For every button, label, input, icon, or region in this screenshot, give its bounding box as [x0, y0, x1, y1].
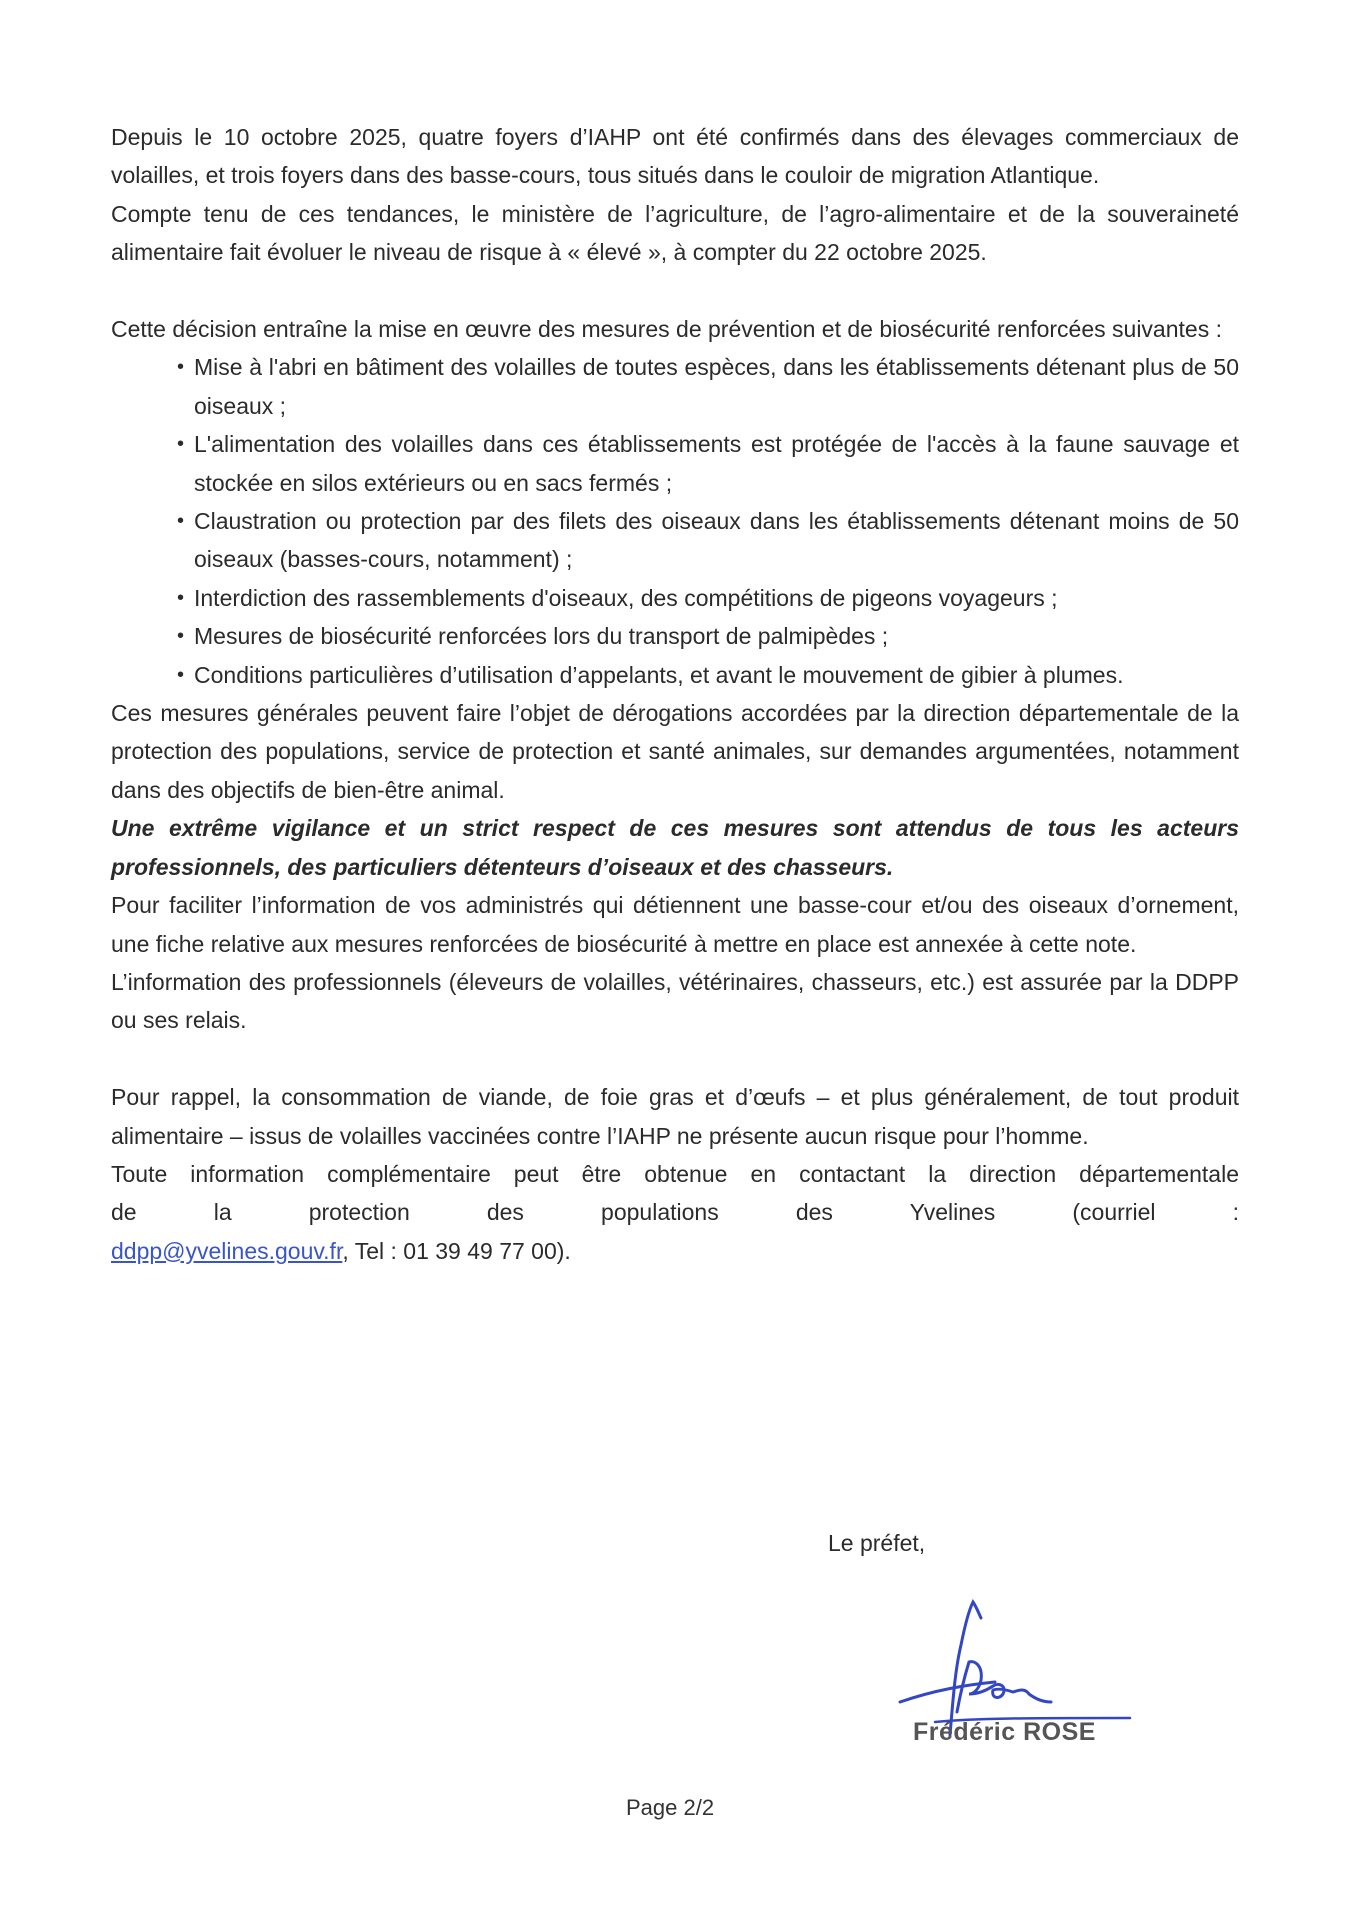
- contact-phone: , Tel : 01 39 49 77 00).: [342, 1237, 571, 1264]
- contact-line-2: de la protection des populations des Yvelines (courriel :: [111, 1199, 1239, 1226]
- intro-paragraph-1: Depuis le 10 octobre 2025, quatre foyers d’IAHP ont été confirmés dans des élevages commerciaux de volailles, et trois foyers dans des basse-cours, tous situés dans le couloir de migration Atlantique.: [111, 124, 1239, 189]
- measure-item: • Interdiction des rassemblements d'oiseaux, des compétitions de pigeons voyageurs ;: [177, 579, 1239, 617]
- vigilance-paragraph: Une extrême vigilance et un strict respect de ces mesures sont attendus de tous les acteurs professionnels, des particuliers détenteurs d’oiseaux et des chasseurs.: [111, 815, 1239, 880]
- measure-item: • Claustration ou protection par des filets des oiseaux dans les établissements détenant moins de 50 oiseaux (basses-cours, notamment) ;: [177, 502, 1239, 579]
- measure-item: • Mesures de biosécurité renforcées lors du transport de palmipèdes ;: [177, 617, 1239, 655]
- information-admin-paragraph: Pour faciliter l’information de vos administrés qui détiennent une basse-cour et/ou des oiseaux d’ornement, une fiche relative aux mesures renforcées de biosécurité à mettre en place est annexée à cette note.: [111, 892, 1239, 957]
- email-link[interactable]: ddpp@yvelines.gouv.fr: [111, 1237, 343, 1264]
- information-pro-paragraph: L’information des professionnels (éleveurs de volailles, vétérinaires, chasseurs, etc.) est assurée par la DDPP ou ses relais.: [111, 968, 1239, 1034]
- decision-intro: Cette décision entraîne la mise en œuvre des mesures de prévention et de biosécurité renforcées suivantes :: [111, 316, 1222, 343]
- measure-item: • L'alimentation des volailles dans ces établissements est protégée de l'accès à la faune sauvage et stockée en silos extérieurs ou en sacs fermés ;: [177, 425, 1239, 502]
- intro-paragraph-2: Compte tenu de ces tendances, le ministère de l’agriculture, de l’agro-alimentaire et de la souveraineté alimentaire fait évoluer le niveau de risque à « élevé », à compter du 22 octobre 2025.: [111, 200, 1239, 266]
- document-body: [111, 118, 1239, 1270]
- contact-line-3: [111, 1232, 1239, 1270]
- measure-item: • Mise à l'abri en bâtiment des volailles de toutes espèces, dans les établissements détenant plus de 50 oiseaux ;: [177, 348, 1239, 425]
- contact-line-1: Toute information complémentaire peut être obtenue en contactant la direction départementale: [111, 1160, 1239, 1187]
- spacer: [111, 272, 1239, 310]
- spacer: [111, 1040, 1239, 1078]
- signer-name: Frédéric ROSE: [913, 1718, 1096, 1746]
- page-number: Page 2/2: [626, 1795, 715, 1820]
- measures-list: [111, 348, 1239, 694]
- closing-salutation: Le préfet,: [828, 1530, 926, 1556]
- derogations-paragraph: Ces mesures générales peuvent faire l’objet de dérogations accordées par la direction départementale de la protection des populations, service de protection et santé animales, sur demandes argumentées, notamment dans des objectifs de bien-être animal.: [111, 700, 1239, 803]
- reminder-paragraph: Pour rappel, la consommation de viande, de foie gras et d’œufs – et plus généralement, de tout produit alimentaire – issus de volailles vaccinées contre l’IAHP ne présente aucun risque pour l’homme.: [111, 1084, 1239, 1149]
- measure-item: • Conditions particulières d’utilisation d’appelants, et avant le mouvement de gibier à plumes.: [177, 656, 1239, 694]
